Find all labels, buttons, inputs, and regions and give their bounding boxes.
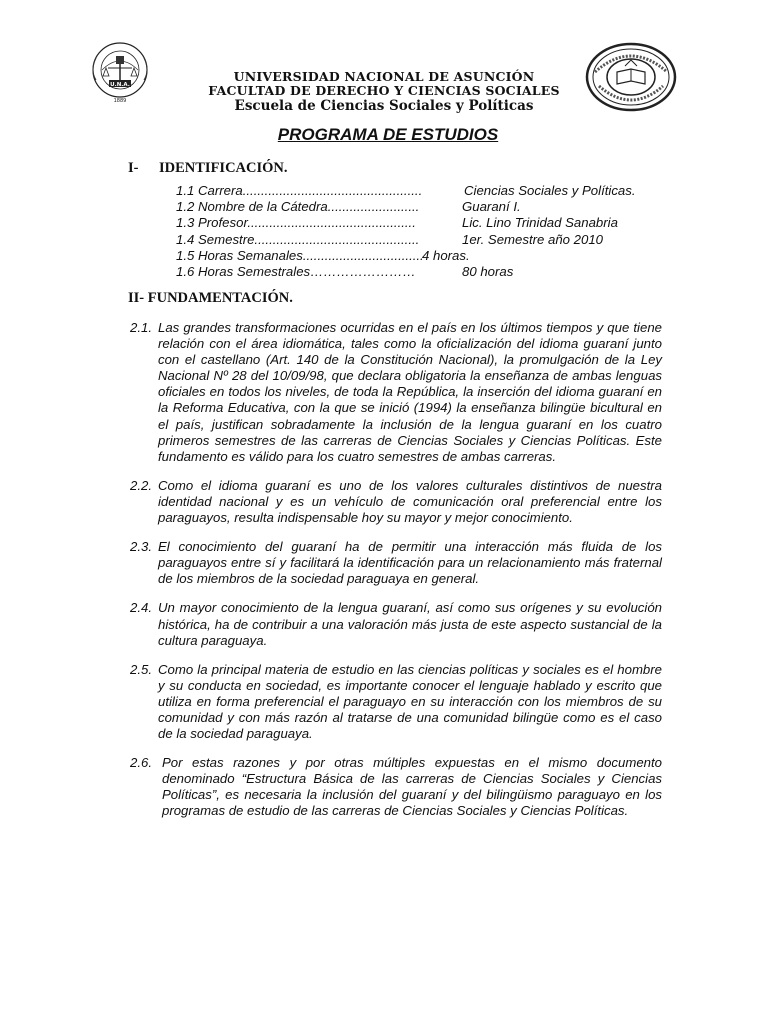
- paragraph-number: 2.1.: [130, 320, 152, 335]
- paragraph: [130, 539, 662, 587]
- identification-item: [176, 264, 676, 280]
- paragraph-text: Un mayor conocimiento de la lengua guaraní, así como sus orígenes y su evolución histórica, ha de contribuir a una valoración más justa de este aspecto sustancial de la cultura paraguaya.: [158, 600, 662, 648]
- university-name: UNIVERSIDAD NACIONAL DE ASUNCIÓN: [233, 69, 535, 84]
- identification-item: [176, 248, 676, 264]
- paragraph-text: Como el idioma guaraní es uno de los valores culturales distintivos de nuestra identidad nacional y es un vehículo de comunicación oral preferencial entre los paraguayos, resulta indispensable hoy su mayor y mejor conocimiento.: [158, 477, 662, 526]
- identification-item: [176, 199, 676, 215]
- identification-item: [176, 215, 676, 231]
- paragraph: [130, 600, 662, 648]
- paragraph-number: 2.5.: [130, 661, 152, 677]
- item-label: 1.1 Carrera.................................................: [176, 183, 423, 198]
- item-value: 4 horas.: [422, 247, 470, 263]
- faculty-seal-logo: [585, 42, 677, 112]
- item-label: 1.4 Semestre.............................................: [176, 231, 420, 247]
- paragraph-text: El conocimiento del guaraní ha de permitir una interacción más fluida de los paraguayos entre sí y facilitará la identificación para un relacionamiento más fraternal de los miembros de la sociedad paraguaya en general.: [158, 539, 662, 587]
- school-name: Escuela de Ciencias Sociales y Políticas: [234, 98, 534, 114]
- paragraph-text: Como la principal materia de estudio en las ciencias políticas y sociales es el hombre y su conducta en sociedad, es importante conocer el lenguaje hablado y escrito que utiliza en forma preferencial el paraguayo en su interacción con los miembros de su comunidad y con más razón al tratarse de una comunidad bilingüe como es el caso de la sociedad paraguaya.: [158, 661, 662, 742]
- paragraph: [130, 320, 662, 465]
- paragraph-number: 2.4.: [130, 600, 152, 616]
- item-value: Ciencias Sociales y Políticas.: [464, 183, 636, 198]
- item-value: 80 horas: [462, 263, 514, 279]
- item-value: Guaraní I.: [462, 199, 521, 215]
- paragraph-number: 2.2.: [130, 477, 152, 493]
- document-title: PROGRAMA DE ESTUDIOS: [277, 125, 499, 144]
- item-value: 1er. Semestre año 2010: [462, 231, 603, 247]
- paragraph-text: Por estas razones y por otras múltiples expuestas en el mismo documento denominado “Estructura Básica de las carreras de Ciencias Sociales y Ciencias Políticas”, es necesaria la inclusión del guaraní y del bilingüismo paraguayo en los programas de estudio de las carreras de Ciencias Sociales y Ciencias Políticas.: [162, 755, 662, 819]
- identification-item: [176, 232, 676, 248]
- section-number: I-: [128, 160, 139, 176]
- logo-left-text: U.N.A.: [110, 81, 130, 88]
- identification-list: [176, 183, 676, 280]
- una-emblem-logo: [80, 40, 160, 104]
- section-identificacion-heading: [128, 160, 288, 177]
- fundamentacion-paragraphs: [130, 320, 662, 833]
- paragraph: [130, 662, 662, 742]
- item-label: 1.5 Horas Semanales.................................: [176, 247, 424, 263]
- logo-left-year: 1889: [113, 98, 127, 104]
- item-label: 1.2 Nombre de la Cátedra.........................: [176, 199, 420, 215]
- paragraph: [130, 478, 662, 526]
- item-value: Lic. Lino Trinidad Sanabria: [462, 215, 618, 231]
- paragraph-number: 2.3.: [130, 539, 152, 555]
- paragraph: [130, 755, 662, 819]
- document-title-wrap: [0, 125, 768, 145]
- faculty-name: FACULTAD DE DERECHO Y CIENCIAS SOCIALES: [208, 83, 560, 98]
- section-title: IDENTIFICACIÓN.: [159, 160, 288, 176]
- paragraph-number: 2.6.: [130, 755, 152, 771]
- item-label: 1.6 Horas Semestrales……………………: [176, 263, 416, 279]
- identification-item: [176, 183, 676, 199]
- paragraph-text: Las grandes transformaciones ocurridas en el país en los últimos tiempos y que tiene relación con el área idiomática, tales como la oficialización del idioma guaraní junto con el castellano (Art. 140 de la Constitución Nacional), la promulgación de la Ley Nacional Nº 28 del 10/09/98, que declara obligatoria la enseñanza de ambas lenguas oficiales en todos los niveles, de toda la República, la inserción del idioma guaraní en la Reforma Educativa, con la que se inició (1994) la enseñanza bilingüe bicultural en el país, justifican sobradamente la inclusión de la lengua guaraní en los cuatro primeros semestres de las carreras de Ciencias Sociales y Ciencias Políticas. Este fundamento es válido para los cuatro semestres de ambas carreras.: [158, 320, 662, 464]
- item-label: 1.3 Profesor..............................................: [176, 215, 416, 231]
- institution-header: [170, 70, 598, 114]
- section-fundamentacion-heading: II- FUNDAMENTACIÓN.: [128, 290, 293, 306]
